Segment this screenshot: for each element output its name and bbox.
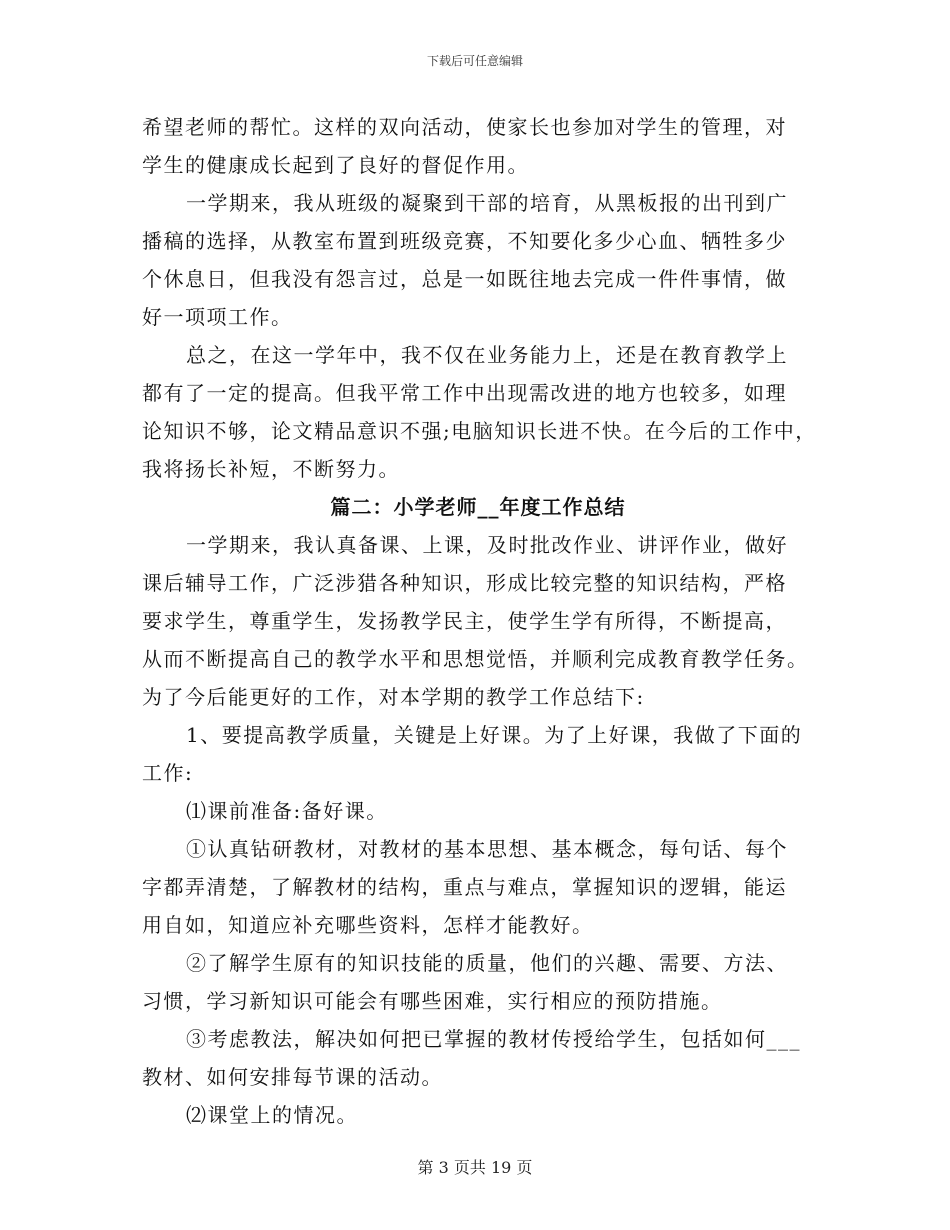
text-line: 个休息日，但我没有怨言过，总是一如既往地去完成一件件事情，做	[142, 267, 787, 291]
text-line: 希望老师的帮忙。这样的双向活动，使家长也参加对学生的管理，对	[142, 115, 787, 139]
text-line: 用自如，知道应补充哪些资料，怎样才能教好。	[142, 913, 594, 937]
section-heading: 篇二：小学老师__年度工作总结	[330, 495, 626, 519]
text-line: 播稿的选择，从教室布置到班级竞赛，不知要化多少心血、牺牲多少	[142, 229, 787, 253]
text-line: 习惯，学习新知识可能会有哪些困难，实行相应的预防措施。	[142, 989, 723, 1013]
text-line: ⑴课前准备:备好课。	[186, 799, 388, 823]
text-line: 论知识不够，论文精品意识不强;电脑知识长进不快。在今后的工作中，	[142, 419, 817, 443]
text-line: 1、要提高教学质量，关键是上好课。为了上好课，我做了下面的	[186, 723, 803, 747]
text-line: 课后辅导工作，广泛涉猎各种知识，形成比较完整的知识结构，严格	[142, 571, 787, 595]
text-line: 一学期来，我从班级的凝聚到干部的培育，从黑板报的出刊到广	[186, 191, 788, 215]
text-line: ③考虑教法，解决如何把已掌握的教材传授给学生，包括如何___	[186, 1027, 801, 1051]
document-body	[142, 108, 817, 1134]
text-line: ⑵课堂上的情况。	[186, 1103, 358, 1127]
text-line: 要求学生，尊重学生，发扬教学民主，使学生学有所得，不断提高，	[142, 609, 787, 633]
text-line: 为了今后能更好的工作，对本学期的教学工作总结下:	[142, 685, 645, 709]
text-line: 从而不断提高自己的教学水平和思想觉悟，并顺利完成教育教学任务。	[142, 647, 809, 671]
page-footer: 第 3 页共 19 页	[417, 1158, 533, 1177]
text-line: 都有了一定的提高。但我平常工作中出现需改进的地方也较多，如理	[142, 381, 787, 405]
text-line: 学生的健康成长起到了良好的督促作用。	[142, 153, 529, 177]
text-line: 教材、如何安排每节课的活动。	[142, 1065, 443, 1089]
text-line: 字都弄清楚，了解教材的结构，重点与难点，掌握知识的逻辑，能运	[142, 875, 787, 899]
text-line: ①认真钻研教材，对教材的基本思想、基本概念，每句话、每个	[186, 837, 788, 861]
text-line: 我将扬长补短，不断努力。	[142, 457, 400, 481]
text-line: 一学期来，我认真备课、上课，及时批改作业、讲评作业，做好	[186, 533, 788, 557]
text-line: 工作:	[142, 761, 194, 785]
page-header: 下载后可任意编辑	[426, 54, 523, 68]
text-line: 总之，在这一学年中，我不仅在业务能力上，还是在教育教学上	[186, 343, 788, 367]
text-line: ②了解学生原有的知识技能的质量，他们的兴趣、需要、方法、	[186, 951, 788, 975]
text-line: 好一项项工作。	[142, 305, 293, 329]
